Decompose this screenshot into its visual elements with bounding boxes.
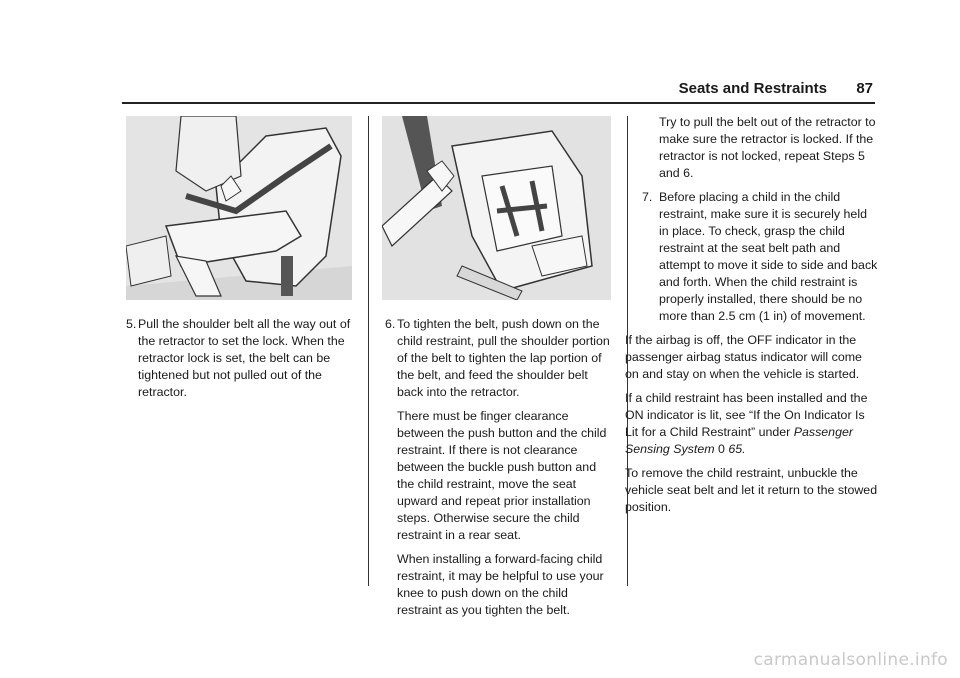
illustration-tighten-belt-drawing [382, 116, 611, 300]
column-1-text [126, 316, 354, 401]
step-6-number: 6. [385, 317, 396, 331]
step-7-text: Before placing a child in the child restraint, make sure it is securely held in place. To check, grasp the child restraint at the seat belt path and attempt to move it side to side and back and forth. When the child restraint is properly installed, there should be no more than 2.5 cm (1 in) of movement. [659, 190, 878, 323]
step-7-number: 7. [642, 190, 653, 204]
column-2-text [385, 316, 615, 626]
step-6-continued-text: Try to pull the belt out of the retractor to make sure the retractor is locked. If the retractor is not locked, repeat Steps 5 and 6. [659, 115, 876, 180]
page-ref-number[interactable]: 65. [728, 442, 746, 456]
column-3-text [625, 114, 878, 523]
illustration-shoulder-belt-pull-drawing [126, 116, 352, 300]
step-5 [126, 316, 354, 401]
step-7 [642, 189, 878, 325]
step-6-clearance-note: There must be finger clearance between the push button and the child restraint. If there is not clearance between the buckle push button and the child restraint, move the seat upward and repeat prior installation steps. Otherwise secure the child restraint in a rear seat. [397, 409, 607, 542]
page-ref-arrow-icon: 0 [717, 442, 725, 456]
step-6-body [397, 316, 615, 626]
column-divider-left [368, 116, 369, 586]
section-title: Seats and Restraints [678, 80, 827, 97]
page-header [122, 80, 875, 104]
on-indicator-text: If a child restraint has been installed and the ON indicator is lit, see “If the On Indicator Is Lit for a Child Restraint” under [625, 391, 868, 439]
page-number: 87 [856, 80, 873, 97]
passenger-sensing-system-link[interactable]: Passenger Sensing System [625, 425, 853, 456]
illustration-shoulder-belt-pull [126, 116, 352, 300]
step-5-number: 5. [126, 317, 137, 331]
step-6-forward-facing-note: When installing a forward-facing child restraint, it may be helpful to use your knee to push down on the child restraint as you tighten the belt. [397, 552, 604, 617]
step-6 [385, 316, 615, 626]
remove-restraint-paragraph: To remove the child restraint, unbuckle the vehicle seat belt and let it return to the stowed position. [625, 466, 878, 514]
watermark: carmanualsonline.info [753, 650, 948, 670]
step-6-text: To tighten the belt, push down on the child restraint, pull the shoulder portion of the belt to tighten the lap portion of the belt, and feed the shoulder belt back into the retractor. [397, 317, 610, 399]
step-5-text: Pull the shoulder belt all the way out of the retractor to set the lock. When the retractor lock is set, the belt can be tightened but not pulled out of the retractor. [138, 317, 351, 399]
illustration-tighten-belt [382, 116, 611, 300]
airbag-off-paragraph: If the airbag is off, the OFF indicator in the passenger airbag status indicator will come on and stay on when the vehicle is started. [625, 333, 862, 381]
on-indicator-paragraph [625, 390, 878, 458]
